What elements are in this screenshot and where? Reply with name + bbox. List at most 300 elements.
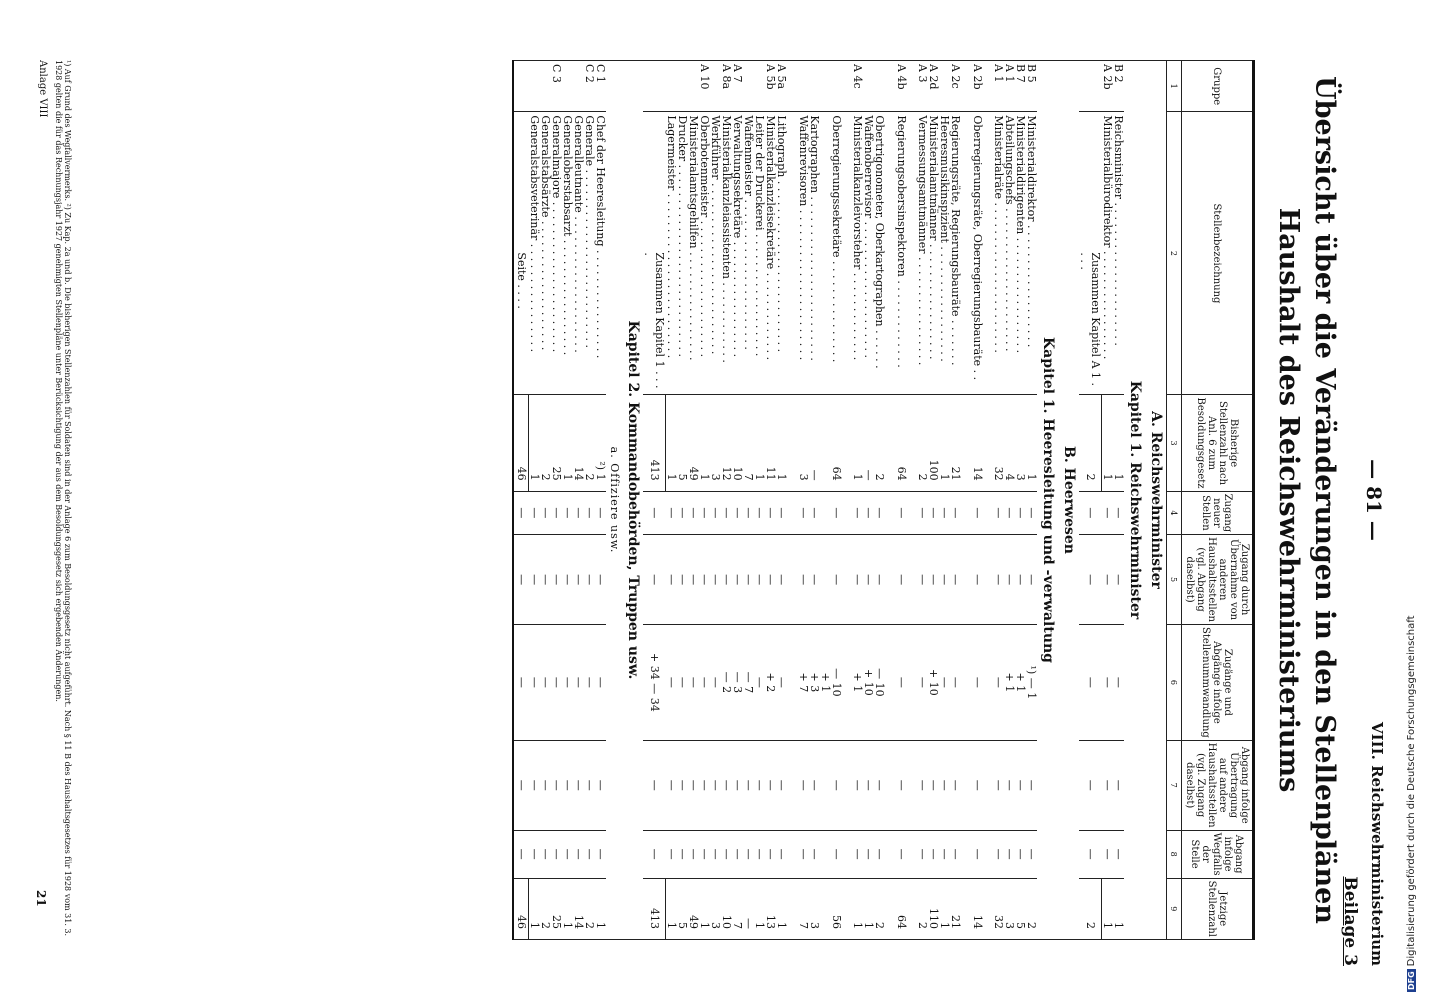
bezeichnung-cell: Generaloberstabsarzt . . . . . . . . . . . . . . . . .	[562, 112, 573, 395]
col-header-zugang-neu: Zugang neuer Stellen	[1182, 491, 1254, 535]
jetzige-cell: 110	[928, 878, 939, 939]
umwandlung-cell: —	[1080, 625, 1102, 741]
bisherige-cell: 14	[972, 395, 983, 491]
zugang-neu-cell: —	[939, 491, 950, 535]
table-row	[665, 61, 677, 940]
umwandlung-cell: —	[551, 625, 562, 741]
umwandlung-cell: — 10	[874, 625, 885, 741]
bisherige-cell: 1	[665, 395, 677, 491]
table-row	[562, 61, 573, 940]
page-subtitle: Haushalt des Reichswehrministeriums	[1273, 207, 1304, 793]
umwandlung-cell: —	[688, 625, 699, 741]
bisherige-cell: ²) 1	[595, 395, 606, 491]
zugang-neu-cell: —	[595, 491, 606, 535]
abgang-wegfall-cell: —	[584, 830, 595, 878]
bisherige-cell: 1	[699, 395, 710, 491]
umwandlung-cell: —	[584, 625, 595, 741]
table-row	[852, 61, 863, 940]
zugang-neu-cell: —	[710, 491, 721, 535]
umwandlung-cell: —	[776, 625, 787, 741]
abgang-uebertragung-cell: —	[710, 740, 721, 830]
zugang-neu-cell: —	[562, 491, 573, 535]
abgang-wegfall-cell: —	[754, 830, 765, 878]
zugang-uebernahme-cell: —	[765, 535, 776, 625]
zugang-uebernahme-cell: —	[643, 535, 665, 625]
abgang-wegfall-cell: —	[950, 830, 961, 878]
zugang-uebernahme-cell: —	[852, 535, 863, 625]
section-k2-title-text: Kapitel 2. Kommandobehörden, Truppen usw.	[622, 61, 643, 940]
umwandlung-cell: —	[699, 625, 710, 741]
col-header-zugang-uebernahme: Zugang durch Übernahme von anderen Haushaltsstellen (vgl. Abgang daselbst)	[1182, 535, 1254, 625]
bisherige-cell: 1	[939, 395, 950, 491]
table-row	[928, 61, 939, 940]
zugang-uebernahme-cell	[820, 535, 831, 625]
col-header-bezeichnung: Stellenbezeichnung	[1182, 112, 1254, 395]
abgang-wegfall-cell: —	[852, 830, 863, 878]
gruppe-cell	[743, 61, 754, 112]
bezeichnung-cell: Zusammen Kapitel A 1 . . . .	[1080, 112, 1102, 395]
abgang-wegfall-cell: —	[809, 830, 820, 878]
table-row	[776, 61, 787, 940]
abgang-uebertragung-cell: —	[743, 740, 754, 830]
bezeichnung-cell: Generale . . . . . . . . . . . . . . . . . . . . . . . . . .	[584, 112, 595, 395]
jetzige-cell: 56	[831, 878, 842, 939]
bisherige-cell: 1	[529, 395, 541, 491]
bisherige-cell	[820, 395, 831, 491]
gruppe-cell	[787, 61, 798, 112]
bisherige-cell: 1	[754, 395, 765, 491]
abgang-uebertragung-cell: —	[513, 740, 529, 830]
bisherige-cell: 2	[584, 395, 595, 491]
bezeichnung-cell: Zusammen Kapitel 1 . . . .	[643, 112, 665, 395]
gruppe-cell	[665, 61, 677, 112]
jetzige-cell: 64	[896, 878, 907, 939]
zugang-neu-cell: —	[852, 491, 863, 535]
umwandlung-cell: —	[917, 625, 928, 741]
bisherige-cell: —	[809, 395, 820, 491]
section-b-kapitel	[1038, 61, 1059, 940]
abgang-wegfall-cell: —	[573, 830, 584, 878]
umwandlung-cell: + 10	[928, 625, 939, 741]
zugang-uebernahme-cell: —	[950, 535, 961, 625]
abgang-uebertragung-cell: —	[754, 740, 765, 830]
abgang-wegfall-cell: —	[972, 830, 983, 878]
umwandlung-cell: —	[595, 625, 606, 741]
bezeichnung-cell: Waffenrevisoren . . . . . . . . . . . . . . . . . . . . . .	[798, 112, 809, 395]
table-row	[1016, 61, 1027, 940]
jetzige-cell: 2	[917, 878, 928, 939]
bezeichnung-cell: Waffenoberrevisor . . . . . . . . . . . . . . . . . . . .	[863, 112, 874, 395]
abgang-wegfall-cell: —	[643, 830, 665, 878]
zugang-neu-cell: —	[896, 491, 907, 535]
gruppe-cell	[798, 61, 809, 112]
gruppe-cell	[831, 61, 842, 112]
table-row	[677, 61, 688, 940]
zugang-uebernahme-cell: —	[721, 535, 732, 625]
umwandlung-cell: —	[754, 625, 765, 741]
footnote: ¹) Auf Grund des Wegfallvermerks. ²) Zu Kap. 2a und b. Die bisherigen Stellenzahlen für Soldaten sind in der Anlage 6 zum Besoldungsgesetz nicht aufgeführt. Nach § 11 B des Haushaltsgesetzes für 1928 vom 31. 3. 1928 gelten die für das Rechnungsjahr 1927 genehmigten Stellenpläne unter Berücksichtigung der aus dem Besoldungsgesetz sich ergebenden Änderungen.	[54, 60, 72, 937]
gruppe-cell: A 7	[732, 61, 743, 112]
umwandlung-cell: + 7	[798, 625, 809, 741]
zugang-neu-cell: —	[1113, 491, 1124, 535]
jetzige-cell: 2	[874, 878, 885, 939]
abgang-wegfall-cell: —	[562, 830, 573, 878]
bezeichnung-cell: Generalleutnante . . . . . . . . . . . . . . . . . . . .	[573, 112, 584, 395]
table-row	[1113, 61, 1124, 940]
jetzige-cell	[842, 878, 853, 939]
bezeichnung-cell: Ministerialkanzleiassistenten . . . . . . . . . . . .	[721, 112, 732, 395]
umwandlung-cell: —	[710, 625, 721, 741]
jetzige-cell	[787, 878, 798, 939]
table-row	[798, 61, 809, 940]
abgang-uebertragung-cell: —	[732, 740, 743, 830]
table-row	[1027, 61, 1038, 940]
abgang-wegfall-cell: —	[1113, 830, 1124, 878]
bisherige-cell: —	[863, 395, 874, 491]
col-number: 2	[1167, 112, 1182, 395]
jetzige-cell: 3	[1005, 878, 1016, 939]
zugang-uebernahme-cell: —	[513, 535, 529, 625]
abgang-uebertragung-cell: —	[699, 740, 710, 830]
bezeichnung-cell: Seite . . . .	[513, 112, 529, 395]
jetzige-cell: 1	[1102, 878, 1114, 939]
jetzige-cell: 5	[1016, 878, 1027, 939]
bezeichnung-cell: Oberbotenmeister . . . . . . . . . . . . . . . . . . . .	[699, 112, 710, 395]
section-b-title-text: B. Heerwesen	[1059, 61, 1080, 940]
zugang-neu-cell: —	[928, 491, 939, 535]
umwandlung-cell: + 34 — 34	[643, 625, 665, 741]
ministry-header: VIII. Reichswehrministerium	[1368, 721, 1386, 966]
abgang-uebertragung-cell: —	[540, 740, 551, 830]
bisherige-cell: 1	[776, 395, 787, 491]
gruppe-cell: A 2c	[950, 61, 961, 112]
bisherige-cell: 46	[513, 395, 529, 491]
gruppe-cell: A 8a	[721, 61, 732, 112]
jetzige-cell: 1	[852, 878, 863, 939]
gruppe-cell: A 5a	[776, 61, 787, 112]
zugang-uebernahme-cell: —	[809, 535, 820, 625]
table-row	[529, 61, 541, 940]
umwandlung-cell: —	[665, 625, 677, 741]
umwandlung-cell: — 7	[743, 625, 754, 741]
abgang-uebertragung-cell: —	[688, 740, 699, 830]
col-header-jetzige: Jetzige Stellenzahl	[1182, 878, 1254, 939]
gruppe-cell	[1080, 61, 1102, 112]
bezeichnung-cell: Leiter der Druckerei . . . . . . . . . . . . . . . . . .	[754, 112, 765, 395]
zugang-neu-cell: —	[972, 491, 983, 535]
table-row	[950, 61, 961, 940]
zugang-uebernahme-cell: —	[710, 535, 721, 625]
col-number: 1	[1167, 61, 1182, 112]
abgang-uebertragung-cell: —	[874, 740, 885, 830]
umwandlung-cell: —	[950, 625, 961, 741]
zugang-neu-cell: —	[950, 491, 961, 535]
bisherige-cell: 413	[643, 395, 665, 491]
gruppe-cell: A 4c	[852, 61, 863, 112]
abgang-wegfall-cell: —	[896, 830, 907, 878]
bisherige-cell: 3	[798, 395, 809, 491]
umwandlung-cell: —	[939, 625, 950, 741]
table-row	[688, 61, 699, 940]
umwandlung-cell: + 3	[809, 625, 820, 741]
zugang-neu-cell: —	[1080, 491, 1102, 535]
jetzige-cell: 1	[863, 878, 874, 939]
abgang-wegfall-cell: —	[710, 830, 721, 878]
table-row	[896, 61, 907, 940]
abgang-wegfall-cell: —	[917, 830, 928, 878]
jetzige-cell: 32	[994, 878, 1005, 939]
bezeichnung-cell: Kartographen . . . . . . . . . . . . . . . . . . . . . . . .	[809, 112, 820, 395]
zugang-uebernahme-cell: —	[1027, 535, 1038, 625]
gruppe-cell: C 1	[595, 61, 606, 112]
bezeichnung-cell: Heeresmusikinspizient . . . . . . . . . . . . . . . . .	[939, 112, 950, 395]
abgang-wegfall-cell: —	[699, 830, 710, 878]
jetzige-cell: 7	[732, 878, 743, 939]
table-row	[551, 61, 562, 940]
gruppe-cell	[562, 61, 573, 112]
bisherige-cell: 2	[917, 395, 928, 491]
table-row	[595, 61, 606, 940]
col-number: 8	[1167, 830, 1182, 878]
bisherige-cell: 5	[677, 395, 688, 491]
jetzige-cell: 2	[584, 878, 595, 939]
abgang-uebertragung-cell: —	[765, 740, 776, 830]
jetzige-cell	[983, 878, 994, 939]
abgang-uebertragung-cell: —	[721, 740, 732, 830]
umwandlung-cell	[787, 625, 798, 741]
header-row	[1182, 61, 1254, 940]
abgang-wegfall-cell: —	[1102, 830, 1114, 878]
table-row	[863, 61, 874, 940]
bisherige-cell	[787, 395, 798, 491]
abgang-uebertragung-cell: —	[643, 740, 665, 830]
abgang-wegfall-cell: —	[1027, 830, 1038, 878]
umwandlung-cell: —	[562, 625, 573, 741]
bisherige-cell: 64	[831, 395, 842, 491]
gruppe-cell: A 4b	[896, 61, 907, 112]
gruppe-cell	[513, 61, 529, 112]
abgang-wegfall-cell: —	[994, 830, 1005, 878]
abgang-uebertragung-cell: —	[896, 740, 907, 830]
abgang-uebertragung-cell: —	[1080, 740, 1102, 830]
jetzige-cell: 49	[688, 878, 699, 939]
bezeichnung-cell: Reichsminister . . . . . . . . . . . . . . . . . . . . .	[1113, 112, 1124, 395]
abgang-uebertragung-cell: —	[776, 740, 787, 830]
zugang-neu-cell: —	[754, 491, 765, 535]
jetzige-cell: 14	[972, 878, 983, 939]
umwandlung-cell: —	[1102, 625, 1114, 741]
jetzige-cell: 1	[754, 878, 765, 939]
zugang-neu-cell: —	[798, 491, 809, 535]
bezeichnung-cell: Ministerialkanzleisekretäre . . . . . . . . . . . . .	[765, 112, 776, 395]
zugang-uebernahme-cell: —	[688, 535, 699, 625]
abgang-wegfall-cell: —	[721, 830, 732, 878]
umwandlung-cell: + 1	[1016, 625, 1027, 741]
zugang-uebernahme-cell: —	[831, 535, 842, 625]
abgang-uebertragung-cell: —	[677, 740, 688, 830]
rotated-sheet	[20, 20, 1400, 980]
table-row	[699, 61, 710, 940]
bezeichnung-cell: Ministerialamtsgehilfen . . . . . . . . . . . . . . . .	[688, 112, 699, 395]
col-number: 7	[1167, 740, 1182, 830]
section-b-title	[1059, 61, 1080, 940]
zugang-uebernahme-cell: —	[776, 535, 787, 625]
zugang-uebernahme-cell: —	[584, 535, 595, 625]
gruppe-cell: A 2d	[928, 61, 939, 112]
zugang-uebernahme-cell: —	[972, 535, 983, 625]
gruppe-cell	[809, 61, 820, 112]
jetzige-cell: 413	[643, 878, 665, 939]
umwandlung-cell: —	[513, 625, 529, 741]
jetzige-cell: 1	[562, 878, 573, 939]
table-row	[540, 61, 551, 940]
zugang-uebernahme-cell: —	[939, 535, 950, 625]
digitization-note	[1406, 615, 1417, 992]
abgang-uebertragung-cell: —	[562, 740, 573, 830]
zugang-uebernahme-cell: —	[562, 535, 573, 625]
bezeichnung-cell: Lithograph . . . . . . . . . . . . . . . . . . . . . . . . .	[776, 112, 787, 395]
bezeichnung-cell: Werkführer . . . . . . . . . . . . . . . . . . . . . . . . .	[710, 112, 721, 395]
umwandlung-cell: — 3	[732, 625, 743, 741]
abgang-uebertragung-cell	[820, 740, 831, 830]
umwandlung-cell: —	[972, 625, 983, 741]
zugang-uebernahme-cell: —	[743, 535, 754, 625]
jetzige-cell: 46	[513, 878, 529, 939]
zugang-uebernahme-cell: —	[1102, 535, 1114, 625]
zugang-neu-cell: —	[874, 491, 885, 535]
page-number: — 81 —	[1362, 459, 1386, 541]
abgang-uebertragung-cell: —	[595, 740, 606, 830]
zugang-neu-cell: —	[994, 491, 1005, 535]
gruppe-cell	[677, 61, 688, 112]
gruppe-cell: A 5b	[765, 61, 776, 112]
zugang-neu-cell: —	[1027, 491, 1038, 535]
abgang-uebertragung-cell: —	[1027, 740, 1038, 830]
umwandlung-cell: —	[540, 625, 551, 741]
jetzige-cell: —	[743, 878, 754, 939]
sum-row-b	[643, 61, 665, 940]
umwandlung-cell: —	[994, 625, 1005, 741]
table-row	[732, 61, 743, 940]
zugang-neu-cell: —	[540, 491, 551, 535]
zugang-uebernahme-cell: —	[573, 535, 584, 625]
bisherige-cell: 3	[1016, 395, 1027, 491]
umwandlung-cell: —	[1113, 625, 1124, 741]
jetzige-cell: 13	[765, 878, 776, 939]
zugang-neu-cell: —	[776, 491, 787, 535]
bezeichnung-cell: Lagermeister . . . . . . . . . . . . . . . . . . . . . . . .	[665, 112, 677, 395]
zugang-uebernahme-cell: —	[1005, 535, 1016, 625]
abgang-wegfall-cell: —	[1005, 830, 1016, 878]
jetzige-cell: 2	[540, 878, 551, 939]
col-header-umwandlung: Zugänge und Abgänge infolge Stellenummwandlung	[1182, 625, 1254, 741]
jetzige-cell: 21	[950, 878, 961, 939]
column-number-row	[1167, 61, 1182, 940]
zugang-uebernahme-cell: —	[1113, 535, 1124, 625]
bisherige-cell: 1	[1113, 395, 1124, 491]
zugang-neu-cell: —	[863, 491, 874, 535]
bisherige-cell: 100	[928, 395, 939, 491]
bezeichnung-cell: Ministerialräte . . . . . . . . . . . . . . . . . . . . . .	[994, 112, 1005, 395]
umwandlung-cell: —	[896, 625, 907, 741]
col-number: 4	[1167, 491, 1182, 535]
abgang-uebertragung-cell: —	[1016, 740, 1027, 830]
bisherige-cell: 25	[551, 395, 562, 491]
bisherige-cell: 1	[852, 395, 863, 491]
zugang-uebernahme-cell: —	[994, 535, 1005, 625]
zugang-neu-cell: —	[584, 491, 595, 535]
umwandlung-cell: — 10	[831, 625, 842, 741]
bisherige-cell: 4	[1005, 395, 1016, 491]
bezeichnung-cell: Ministerialamtmänner . . . . . . . . . . . . . . . . .	[928, 112, 939, 395]
umwandlung-cell: —	[677, 625, 688, 741]
gruppe-cell: A 1	[1005, 61, 1016, 112]
zugang-neu-cell: —	[513, 491, 529, 535]
jetzige-cell: 25	[551, 878, 562, 939]
jetzige-cell: 1	[776, 878, 787, 939]
jetzige-cell	[961, 878, 972, 939]
bisherige-cell: 49	[688, 395, 699, 491]
umwandlung-cell: + 1	[1005, 625, 1016, 741]
gruppe-cell	[643, 61, 665, 112]
umwandlung-cell: + 10	[863, 625, 874, 741]
zugang-uebernahme-cell: —	[896, 535, 907, 625]
abgang-wegfall-cell: —	[688, 830, 699, 878]
bisherige-cell: 32	[994, 395, 1005, 491]
bezeichnung-cell: Waffenmeister . . . . . . . . . . . . . . . . . . . . . .	[743, 112, 754, 395]
zugang-uebernahme-cell	[787, 535, 798, 625]
gruppe-cell	[820, 61, 831, 112]
abgang-wegfall-cell: —	[776, 830, 787, 878]
jetzige-cell	[885, 878, 896, 939]
sum-row-a	[1080, 61, 1102, 940]
anlage-label: Anlage VIII	[37, 60, 48, 118]
zugang-uebernahme-cell: —	[732, 535, 743, 625]
zugang-uebernahme-cell: —	[699, 535, 710, 625]
jetzige-cell: 3	[710, 878, 721, 939]
col-number: 3	[1167, 395, 1182, 491]
bezeichnung-cell: Ministerialkanzleivorsteher . . . . . . . . . . . . .	[852, 112, 863, 395]
jetzige-cell: 1	[939, 878, 950, 939]
bezeichnung-cell: Generalmajore . . . . . . . . . . . . . . . . . . . . . .	[551, 112, 562, 395]
zugang-neu-cell: —	[732, 491, 743, 535]
bezeichnung-cell: Abteilungschefs . . . . . . . . . . . . . . . . . . . . .	[1005, 112, 1016, 395]
zugang-neu-cell: —	[1102, 491, 1114, 535]
zugang-neu-cell: —	[743, 491, 754, 535]
gruppe-cell: B 5	[1027, 61, 1038, 112]
beilage-label: Beilage 3	[1340, 876, 1360, 966]
bisherige-cell: 3	[710, 395, 721, 491]
table-row	[754, 61, 765, 940]
zugang-uebernahme-cell: —	[529, 535, 541, 625]
abgang-uebertragung-cell: —	[950, 740, 961, 830]
gruppe-cell: A 1	[994, 61, 1005, 112]
section-k2-title	[622, 61, 643, 940]
zugang-uebernahme-cell: —	[1080, 535, 1102, 625]
page-mark: 21	[34, 890, 48, 907]
zugang-uebernahme-cell: —	[917, 535, 928, 625]
zugang-neu-cell: —	[699, 491, 710, 535]
bezeichnung-cell: Drucker . . . . . . . . . . . . . . . . . . . . . . . . . . . .	[677, 112, 688, 395]
section-b-kapitel-text: Kapitel 1. Heeresleitung und -verwaltung	[1038, 61, 1059, 940]
bezeichnung-cell: Chef der Heeresleitung . . . . . . . . . . . . . . . .	[595, 112, 606, 395]
umwandlung-cell: ¹) — 1	[1027, 625, 1038, 741]
bezeichnung-cell	[820, 112, 831, 395]
jetzige-cell: 14	[573, 878, 584, 939]
zugang-uebernahme-cell: —	[863, 535, 874, 625]
stellenplan-table	[512, 60, 1255, 940]
bezeichnung-cell: Oberregierungssekretäre . . . . . . . . . . . . . . .	[831, 112, 842, 395]
